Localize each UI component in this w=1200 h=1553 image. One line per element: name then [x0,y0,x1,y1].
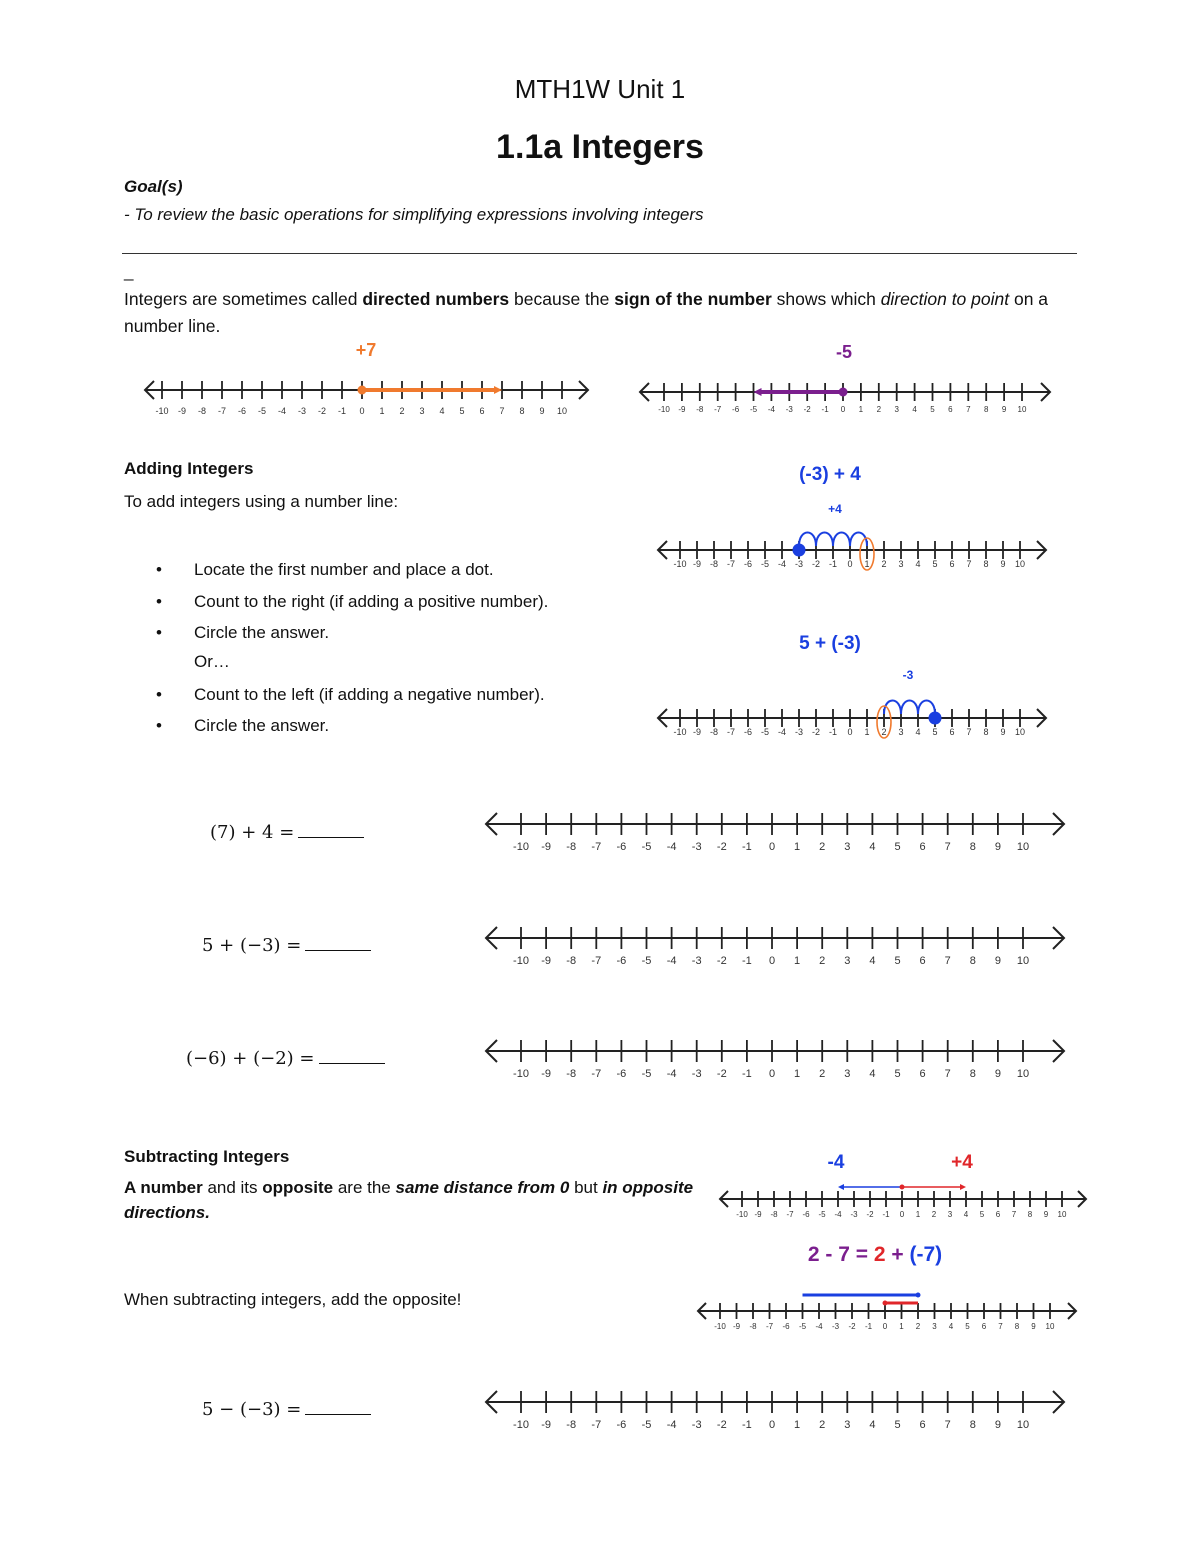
tick-label: 0 [768,955,776,967]
bullet-item: • Circle the answer. [156,716,330,735]
tick-label: 0 [847,727,853,737]
tick-label: 5 [979,1210,985,1219]
tick-label: -10 [673,727,687,737]
tick-label: -4 [767,405,775,414]
tick-label: 10 [1014,727,1026,737]
answer-blank[interactable] [305,1397,371,1415]
tick-label: 5 [894,1419,901,1431]
tick-label: -5 [760,559,770,569]
tick-label: -10 [513,841,529,853]
arrowhead [494,386,502,394]
tick-label: -9 [692,559,702,569]
divider [122,253,1077,254]
tick-label: -7 [591,1068,602,1080]
adding-subheading: To add integers using a number line: [124,492,399,511]
tick-label: 0 [840,405,846,414]
tick-label: 7 [944,841,951,853]
tick-label: -10 [513,955,529,967]
example1-hop-label: +4 [828,502,842,516]
tick-label: 2 [876,405,882,414]
tick-label: -1 [337,406,347,416]
exercise-3: (−6) + (−2) = [186,1046,385,1069]
tick-label: -10 [513,1068,529,1080]
tick-label: 0 [768,1419,776,1431]
tick-label: 7 [966,405,971,414]
tick-label: 1 [858,405,864,414]
tick-label: -9 [541,841,551,853]
tick-label: -5 [257,406,267,416]
bullet-item: • Count to the left (if adding a negative number). [156,685,545,704]
tick-label: -9 [692,727,702,737]
tick-label: -1 [882,1210,890,1219]
number-line [480,1378,1070,1438]
tick-label: 2 [819,955,826,967]
exercise-2: 5 + (−3) = [202,933,371,956]
tick-label: -2 [716,1419,727,1431]
hop-arc [901,701,918,715]
tick-label: 5 [932,559,938,569]
tick-label: -3 [850,1210,858,1219]
arrowhead [838,1184,844,1190]
answer-blank[interactable] [298,820,364,838]
tick-label: 1 [864,727,870,737]
start-dot [358,386,367,395]
number-line [140,372,595,424]
tick-label: 1 [794,955,801,967]
tick-label: 4 [963,1210,969,1219]
tick-label: -5 [760,727,770,737]
tick-label: -2 [811,559,821,569]
tick-label: -10 [714,1322,726,1331]
tick-label: 7 [944,955,951,967]
tick-label: -1 [864,1322,873,1331]
tick-label: 7 [944,1419,951,1431]
start-dot [793,544,806,557]
tick-label: 7 [944,1068,951,1080]
tick-label: -10 [513,1419,529,1431]
bullet-item: • Circle the answer. [156,623,330,642]
tick-label: -9 [754,1210,762,1219]
tick-label: -1 [742,1419,752,1431]
tick-label: 10 [1045,1322,1055,1331]
tick-label: 9 [1031,1322,1036,1331]
tick-label: -3 [297,406,307,416]
tick-label: 2 [819,1068,826,1080]
tick-label: -10 [155,406,169,416]
tick-label: -6 [732,405,740,414]
example2-hop-label: -3 [902,668,914,682]
tick-label: -2 [716,841,727,853]
tick-label: -9 [732,1322,741,1331]
tick-label: 1 [794,841,801,853]
tick-label: -1 [828,727,838,737]
tick-label: -9 [541,955,551,967]
tick-label: -2 [848,1322,856,1331]
tick-label: 10 [1016,1068,1030,1080]
tick-label: -7 [726,559,736,569]
tick-label: -3 [691,1068,702,1080]
tick-label: 2 [915,1322,921,1331]
tick-label: 3 [898,559,904,569]
tick-label: 0 [768,841,776,853]
tick-label: 4 [869,955,876,967]
exercise-1: (7) + 4 = [210,820,364,843]
tick-label: -1 [821,405,829,414]
tick-label: 4 [912,405,917,414]
tick-label: 7 [499,406,505,416]
number-line [632,374,1057,426]
tick-label: 6 [949,727,955,737]
tick-label: 1 [794,1068,801,1080]
tick-label: 6 [919,841,926,853]
start-dot [929,712,942,725]
tick-label: -7 [714,405,722,414]
tick-label: 3 [419,406,425,416]
tick-label: -5 [749,405,758,414]
tick-label: 6 [919,955,926,967]
label-plus7: +7 [355,340,377,360]
tick-label: -5 [641,1419,652,1431]
answer-blank[interactable] [319,1046,385,1064]
opposite-paragraph: A number and its opposite are the same distance from 0 but in opposite directions. [124,1178,694,1222]
tick-label: -5 [641,1068,652,1080]
tick-label: 10 [556,406,568,416]
tick-label: -1 [742,1068,752,1080]
adding-heading: Adding Integers [124,459,254,478]
tick-label: 8 [969,955,976,967]
tick-label: -2 [716,1068,727,1080]
tick-label: 7 [966,727,972,737]
tick-label: -4 [777,559,787,569]
tick-label: -6 [743,727,753,737]
tick-label: 3 [844,1068,851,1080]
tick-label: 3 [844,841,851,853]
tick-label: -8 [709,559,719,569]
hop-arc [799,533,816,547]
goals-heading: Goal(s) [124,177,183,196]
tick-label: 5 [459,406,465,416]
tick-label: -5 [641,841,652,853]
tick-label: -4 [777,727,787,737]
tick-label: 1 [899,1322,904,1331]
number-line [480,1027,1070,1087]
tick-label: -4 [277,406,287,416]
tick-label: 1 [915,1210,921,1219]
bullet-item: • Locate the first number and place a dot. [156,560,494,579]
tick-label: -7 [765,1322,774,1331]
tick-label: -6 [743,559,753,569]
goals-text: - To review the basic operations for simplifying expressions involving integers [124,205,704,224]
tick-label: 7 [1011,1210,1017,1219]
tick-label: -4 [815,1322,823,1331]
number-line [480,914,1070,974]
tick-label: 9 [994,1068,1001,1080]
tick-label: 6 [479,406,485,416]
tick-label: -5 [798,1322,807,1331]
tick-label: -2 [803,405,811,414]
tick-label: 0 [359,406,365,416]
arrow-dot [916,1293,921,1298]
tick-label: -6 [237,406,247,416]
tick-label: 6 [919,1419,926,1431]
tick-label: 3 [947,1210,953,1219]
tick-label: 0 [882,1322,888,1331]
tick-label: 2 [399,406,405,416]
tick-label: -7 [217,406,227,416]
tick-label: 1 [379,406,385,416]
tick-label: 8 [983,727,989,737]
tick-label: -6 [616,1419,627,1431]
tick-label: 9 [994,955,1001,967]
number-line [652,515,1052,577]
tick-label: -8 [566,1068,577,1080]
tick-label: 5 [965,1322,970,1331]
tick-label: -5 [818,1210,826,1219]
tick-label: 3 [844,955,851,967]
tick-label: 0 [847,559,853,569]
tick-label: 4 [915,559,921,569]
origin-dot [900,1185,905,1190]
tick-label: 4 [869,1068,876,1080]
tick-label: -6 [616,841,627,853]
tick-label: 5 [894,955,901,967]
tick-label: -10 [658,405,670,414]
tick-label: -8 [197,406,207,416]
number-line [652,683,1052,745]
tick-label: -9 [541,1419,551,1431]
tick-label: -3 [691,1419,702,1431]
tick-label: 3 [844,1419,851,1431]
tick-label: 9 [1001,405,1007,414]
tick-label: -6 [782,1322,790,1331]
tick-label: -8 [696,405,704,414]
tick-label: -8 [566,841,577,853]
bullet-item: • Count to the right (if adding a positive number). [156,592,549,611]
or-text: Or… [194,652,230,671]
label-plus4: +4 [951,1152,973,1173]
tick-label: 10 [1016,955,1030,967]
tick-label: 2 [881,559,887,569]
tick-label: -8 [749,1322,757,1331]
tick-label: -10 [673,559,687,569]
tick-label: -8 [566,955,577,967]
subtracting-heading: Subtracting Integers [124,1147,290,1166]
tick-label: 8 [983,405,989,414]
tick-label: -10 [736,1210,748,1219]
tick-label: 9 [1000,559,1006,569]
tick-label: 4 [869,841,876,853]
number-line [692,1290,1084,1340]
tick-label: 5 [930,405,935,414]
tick-label: -4 [666,955,677,967]
tick-label: -7 [726,727,736,737]
tick-label: -6 [616,955,627,967]
tick-label: -3 [785,405,793,414]
number-line [480,800,1070,860]
tick-label: 5 [932,727,938,737]
tick-label: 6 [949,559,955,569]
number-line [714,1178,1094,1228]
tick-label: 9 [994,841,1001,853]
start-dot [883,1301,888,1306]
tick-label: -3 [794,727,804,737]
tick-label: -3 [831,1322,840,1331]
tick-label: -8 [770,1210,778,1219]
tick-label: -7 [591,841,602,853]
tick-label: 1 [794,1419,801,1431]
example1-title: (-3) + 4 [799,464,861,485]
label-minus5: -5 [835,342,852,362]
tick-label: 9 [539,406,545,416]
tick-label: 6 [995,1210,1001,1219]
tick-label: -3 [794,559,804,569]
tick-label: 3 [894,405,899,414]
tick-label: 1 [864,559,870,569]
tick-label: -1 [742,955,752,967]
tick-label: 5 [894,1068,901,1080]
tick-label: -7 [786,1210,794,1219]
tick-label: 7 [966,559,972,569]
subtract-rule: When subtracting integers, add the opposite! [124,1290,462,1309]
tick-label: 8 [969,1068,976,1080]
tick-label: 9 [1043,1210,1049,1219]
tick-label: 2 [931,1210,937,1219]
tick-label: -2 [317,406,327,416]
tick-label: 6 [919,1068,926,1080]
start-dot [839,388,848,397]
tick-label: 5 [894,841,901,853]
tick-label: 8 [1027,1210,1033,1219]
tick-label: 2 [819,1419,826,1431]
tick-label: 4 [869,1419,876,1431]
tick-label: -9 [678,405,686,414]
tick-label: -5 [641,955,652,967]
unit-heading: MTH1W Unit 1 [514,74,686,104]
tick-label: -2 [811,727,821,737]
tick-label: -4 [666,841,677,853]
tick-label: 8 [1014,1322,1020,1331]
tick-label: -4 [666,1068,677,1080]
tick-label: 4 [439,406,445,416]
tick-label: 2 [819,841,826,853]
tick-label: 8 [969,1419,976,1431]
tick-label: 10 [1016,1419,1030,1431]
page-title: 1.1a Integers [496,128,704,166]
tick-label: 9 [994,1419,1001,1431]
stray-dash: _ [124,262,134,281]
tick-label: 10 [1057,1210,1067,1219]
tick-label: -3 [691,841,702,853]
subtract-equation: 2 - 7 = 2 + (-7) [807,1243,943,1266]
tick-label: -3 [691,955,702,967]
tick-label: 0 [768,1068,776,1080]
tick-label: 4 [915,727,921,737]
tick-label: 9 [1000,727,1006,737]
tick-label: -7 [591,955,602,967]
tick-label: 3 [932,1322,937,1331]
tick-label: -8 [566,1419,577,1431]
tick-label: 10 [1016,841,1030,853]
tick-label: 0 [899,1210,905,1219]
tick-label: -1 [828,559,838,569]
tick-label: 10 [1017,405,1027,414]
tick-label: 8 [519,406,525,416]
tick-label: -2 [716,955,727,967]
tick-label: 6 [981,1322,987,1331]
tick-label: -2 [866,1210,874,1219]
tick-label: 6 [948,405,953,414]
tick-label: -4 [666,1419,677,1431]
answer-blank[interactable] [305,933,371,951]
tick-label: 10 [1014,559,1026,569]
hop-arc [833,533,850,547]
tick-label: -9 [177,406,187,416]
hop-arc [918,701,935,715]
label-minus4: -4 [827,1152,845,1173]
hop-arc [816,533,833,547]
tick-label: -1 [742,841,752,853]
arrowhead [960,1184,966,1190]
intro-paragraph: Integers are sometimes called directed numbers because the sign of the number shows which direction to point on a number line. [124,289,1049,336]
tick-label: 3 [898,727,904,737]
tick-label: 8 [969,841,976,853]
exercise-4: 5 − (−3) = [202,1397,371,1420]
arrowhead [754,388,762,396]
tick-label: -4 [834,1210,842,1219]
tick-label: 4 [948,1322,954,1331]
tick-label: 8 [983,559,989,569]
tick-label: -7 [591,1419,602,1431]
tick-label: -8 [709,727,719,737]
tick-label: -6 [802,1210,810,1219]
tick-label: 7 [998,1322,1003,1331]
tick-label: -9 [541,1068,551,1080]
tick-label: -6 [616,1068,627,1080]
tick-label: 2 [881,727,887,737]
example2-title: 5 + (-3) [799,633,861,654]
